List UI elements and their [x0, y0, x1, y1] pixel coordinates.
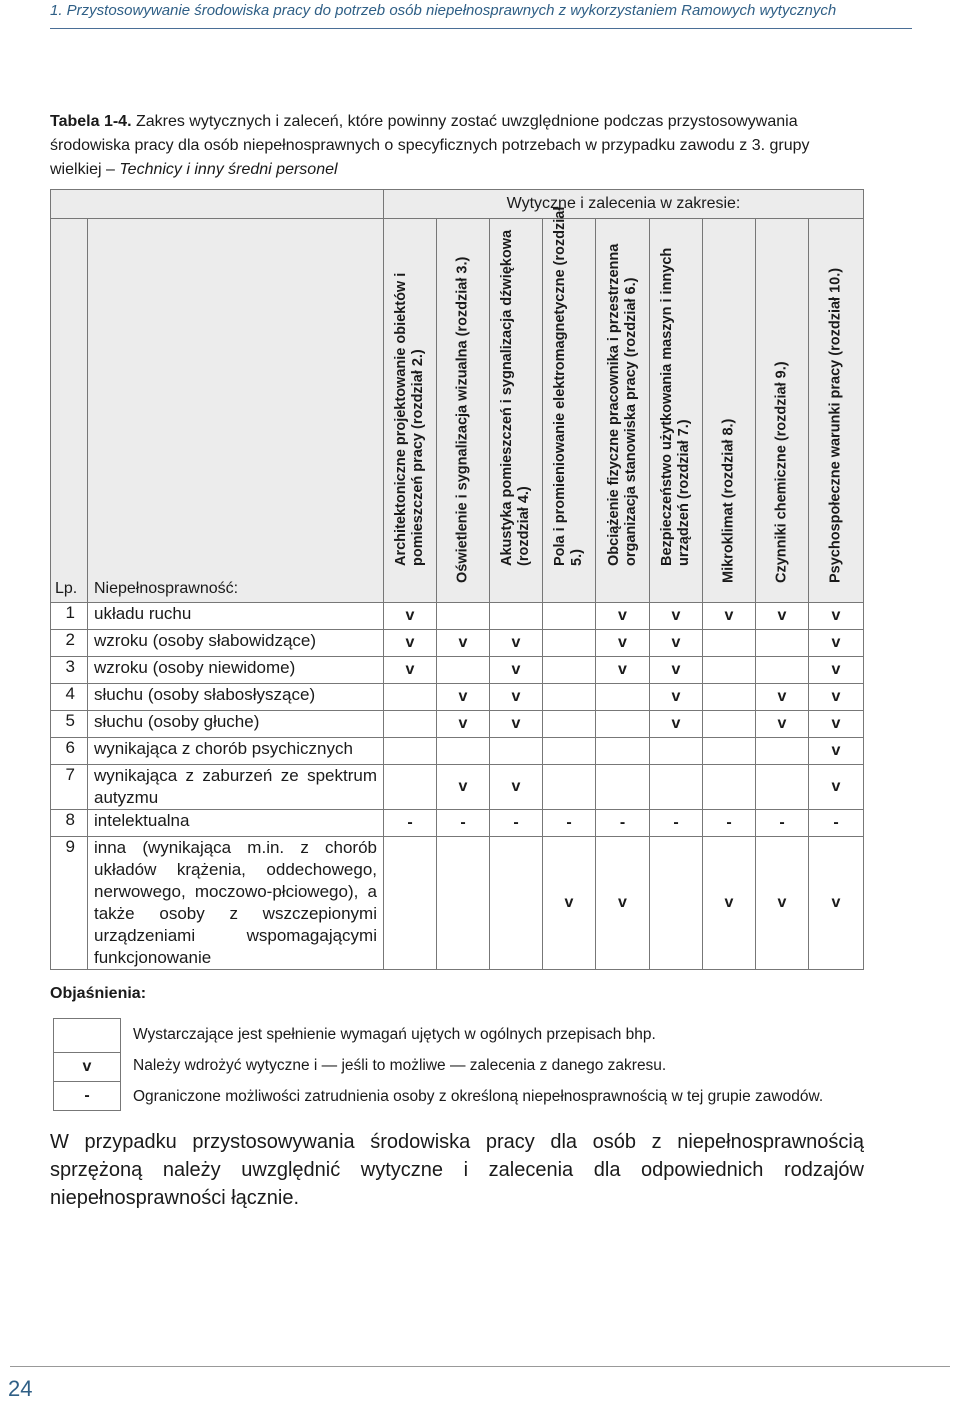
row-number: 9	[51, 837, 88, 970]
legend-title: Objaśnienia:	[50, 985, 147, 1002]
table-row	[51, 765, 864, 810]
row-mark	[703, 630, 756, 657]
table-row	[51, 837, 864, 970]
row-mark: v	[650, 711, 703, 738]
row-mark	[596, 738, 650, 765]
column-header-6	[650, 219, 703, 603]
row-disability: intelektualna	[88, 810, 384, 837]
row-mark	[384, 837, 437, 970]
row-mark: v	[756, 684, 809, 711]
row-mark: -	[384, 810, 437, 837]
row-number: 8	[51, 810, 88, 837]
row-mark: v	[809, 738, 864, 765]
row-mark: v	[703, 603, 756, 630]
row-number: 6	[51, 738, 88, 765]
row-mark	[384, 738, 437, 765]
column-header-4	[543, 206, 596, 603]
row-disability: inna (wynikająca m.in. z chorób układów krążenia, oddechowego, nerwowego, moczowo-płciowego), a także osoby z wszczepionymi urządzeniami wspomagającymi funkcjonowanie	[88, 837, 384, 970]
footer-rule	[10, 1366, 950, 1367]
row-mark	[650, 738, 703, 765]
row-mark	[650, 837, 703, 970]
row-mark	[437, 657, 490, 684]
column-header-text: Akustyka pomieszczeń i sygnalizacja dźwiękowa (rozdział 4.)	[499, 229, 532, 566]
table-row	[51, 711, 864, 738]
closing-paragraph: W przypadku przystosowywania środowiska pracy dla osób z niepełnosprawnością sprzężoną należy uwzględnić wytyczne i zalecenia dla odpowiednich rodzajów niepełnosprawności łącznie.	[50, 1131, 864, 1209]
row-mark: v	[437, 630, 490, 657]
row-mark	[437, 837, 490, 970]
column-header-text: Architektoniczne projektowanie obiektów i pomieszczeń pracy (rozdział 2.)	[393, 272, 426, 566]
guidelines-table	[50, 189, 864, 970]
row-disability: wzroku (osoby niewidome)	[88, 657, 384, 684]
row-mark: v	[437, 765, 490, 810]
row-mark: v	[490, 657, 543, 684]
row-mark: v	[437, 711, 490, 738]
row-mark	[543, 738, 596, 765]
row-mark	[490, 738, 543, 765]
row-mark: v	[543, 837, 596, 970]
column-header-2	[437, 219, 490, 603]
row-mark: v	[809, 837, 864, 970]
row-mark	[650, 765, 703, 810]
table-row	[51, 603, 864, 630]
row-disability: wynikająca z zaburzeń ze spektrum autyzmu	[88, 765, 384, 810]
column-header-text: Czynniki chemiczne (rozdział 9.)	[773, 361, 790, 583]
row-mark: v	[596, 603, 650, 630]
row-mark: v	[650, 684, 703, 711]
row-mark: v	[596, 630, 650, 657]
row-mark	[596, 711, 650, 738]
lp-header: Lp.	[51, 219, 88, 603]
row-mark	[703, 657, 756, 684]
legend-symbol-dash: -	[53, 1081, 121, 1111]
row-mark	[756, 738, 809, 765]
disability-header: Niepełnosprawność:	[88, 219, 384, 603]
column-header-5	[596, 219, 650, 603]
legend-text-dash: Ograniczone możliwości zatrudnienia osoby z określoną niepełnosprawnością w tej grupie zawodów.	[133, 1088, 824, 1105]
row-mark	[490, 837, 543, 970]
page-number: 24	[8, 1376, 33, 1401]
row-mark	[384, 711, 437, 738]
row-mark: -	[650, 810, 703, 837]
column-header-7	[703, 219, 756, 603]
row-mark: v	[809, 657, 864, 684]
column-header-3	[490, 219, 543, 603]
row-mark	[543, 657, 596, 684]
row-mark	[384, 765, 437, 810]
header-rule	[50, 28, 912, 29]
row-mark	[703, 711, 756, 738]
row-mark	[543, 603, 596, 630]
row-mark: v	[809, 684, 864, 711]
row-mark: v	[596, 837, 650, 970]
table-row	[51, 630, 864, 657]
caption-label: Tabela 1-4.	[50, 113, 132, 130]
row-disability: słuchu (osoby słabosłyszące)	[88, 684, 384, 711]
row-mark	[437, 738, 490, 765]
row-mark	[756, 657, 809, 684]
caption-italic: Technicy i inny średni personel	[119, 161, 338, 178]
row-mark: v	[384, 603, 437, 630]
column-header-text: Mikroklimat (rozdział 8.)	[720, 418, 737, 583]
row-number: 5	[51, 711, 88, 738]
table-row	[51, 738, 864, 765]
legend-symbol-v: v	[53, 1052, 121, 1082]
row-mark	[490, 603, 543, 630]
legend-symbol-empty	[53, 1018, 121, 1053]
row-mark: -	[437, 810, 490, 837]
table-row	[51, 657, 864, 684]
column-header-text: Bezpieczeństwo użytkowania maszyn i innych urządzeń (rozdział 7.)	[659, 247, 692, 566]
row-mark: v	[596, 657, 650, 684]
row-mark: v	[756, 837, 809, 970]
row-mark: v	[650, 630, 703, 657]
row-disability: wzroku (osoby słabowidzące)	[88, 630, 384, 657]
row-mark	[543, 711, 596, 738]
table-row	[51, 810, 864, 837]
row-disability: układu ruchu	[88, 603, 384, 630]
group-header: Wytyczne i zalecenia w zakresie:	[384, 190, 864, 219]
row-mark: v	[490, 630, 543, 657]
column-header-text: Pola i promieniowanie elektromagnetyczne (rozdział 5.)	[552, 206, 585, 566]
row-mark: -	[756, 810, 809, 837]
row-mark	[756, 630, 809, 657]
row-number: 2	[51, 630, 88, 657]
legend-text-v: Należy wdrożyć wytyczne i — jeśli to możliwe — zalecenia z danego zakresu.	[133, 1057, 667, 1074]
row-number: 4	[51, 684, 88, 711]
row-mark: v	[756, 603, 809, 630]
row-mark: -	[809, 810, 864, 837]
header-blank-cell	[51, 190, 384, 219]
row-mark	[703, 684, 756, 711]
row-mark: -	[703, 810, 756, 837]
row-mark: -	[490, 810, 543, 837]
row-mark: -	[543, 810, 596, 837]
table-caption	[50, 110, 865, 182]
row-mark	[703, 765, 756, 810]
row-mark	[596, 684, 650, 711]
row-mark: v	[384, 657, 437, 684]
row-mark: -	[596, 810, 650, 837]
row-mark: v	[703, 837, 756, 970]
row-disability: wynikająca z chorób psychicznych	[88, 738, 384, 765]
column-header-text: Obciążenie fizyczne pracownika i przestrzenna organizacja stanowiska pracy (rozdział 6.)	[605, 243, 639, 566]
row-mark: v	[756, 711, 809, 738]
row-mark: v	[809, 603, 864, 630]
row-mark: v	[650, 657, 703, 684]
row-mark: v	[384, 630, 437, 657]
row-mark	[543, 630, 596, 657]
caption-text: Zakres wytycznych i zaleceń, które powinny zostać uwzględnione podczas przystosowywania środowiska pracy dla osób niepełnosprawnych o specyficznych potrzebach w przypadku zawodu z 3. grupy wielkiej –	[50, 113, 810, 178]
column-header-text: Psychospołeczne warunki pracy (rozdział 10.)	[827, 267, 844, 583]
legend-text-empty: Wystarczające jest spełnienie wymagań ujętych w ogólnych przepisach bhp.	[133, 1026, 656, 1043]
row-number: 1	[51, 603, 88, 630]
row-mark: v	[809, 630, 864, 657]
row-mark: v	[650, 603, 703, 630]
row-mark: v	[490, 765, 543, 810]
row-mark: v	[490, 711, 543, 738]
row-mark	[703, 738, 756, 765]
row-mark: v	[490, 684, 543, 711]
row-mark: v	[437, 684, 490, 711]
table-row	[51, 684, 864, 711]
column-header-8	[756, 219, 809, 603]
row-mark: v	[809, 765, 864, 810]
row-mark	[543, 765, 596, 810]
column-header-9	[809, 219, 864, 603]
row-number: 7	[51, 765, 88, 810]
row-mark	[384, 684, 437, 711]
row-number: 3	[51, 657, 88, 684]
column-header-text: Oświetlenie i sygnalizacja wizualna (rozdział 3.)	[454, 256, 471, 583]
running-header: 1. Przystosowywanie środowiska pracy do potrzeb osób niepełnosprawnych z wykorzystaniem Ramowych wytycznych	[50, 2, 837, 19]
row-mark: v	[809, 711, 864, 738]
column-header-1	[384, 219, 437, 603]
row-disability: słuchu (osoby głuche)	[88, 711, 384, 738]
row-mark	[756, 765, 809, 810]
row-mark	[596, 765, 650, 810]
row-mark	[543, 684, 596, 711]
row-mark	[437, 603, 490, 630]
